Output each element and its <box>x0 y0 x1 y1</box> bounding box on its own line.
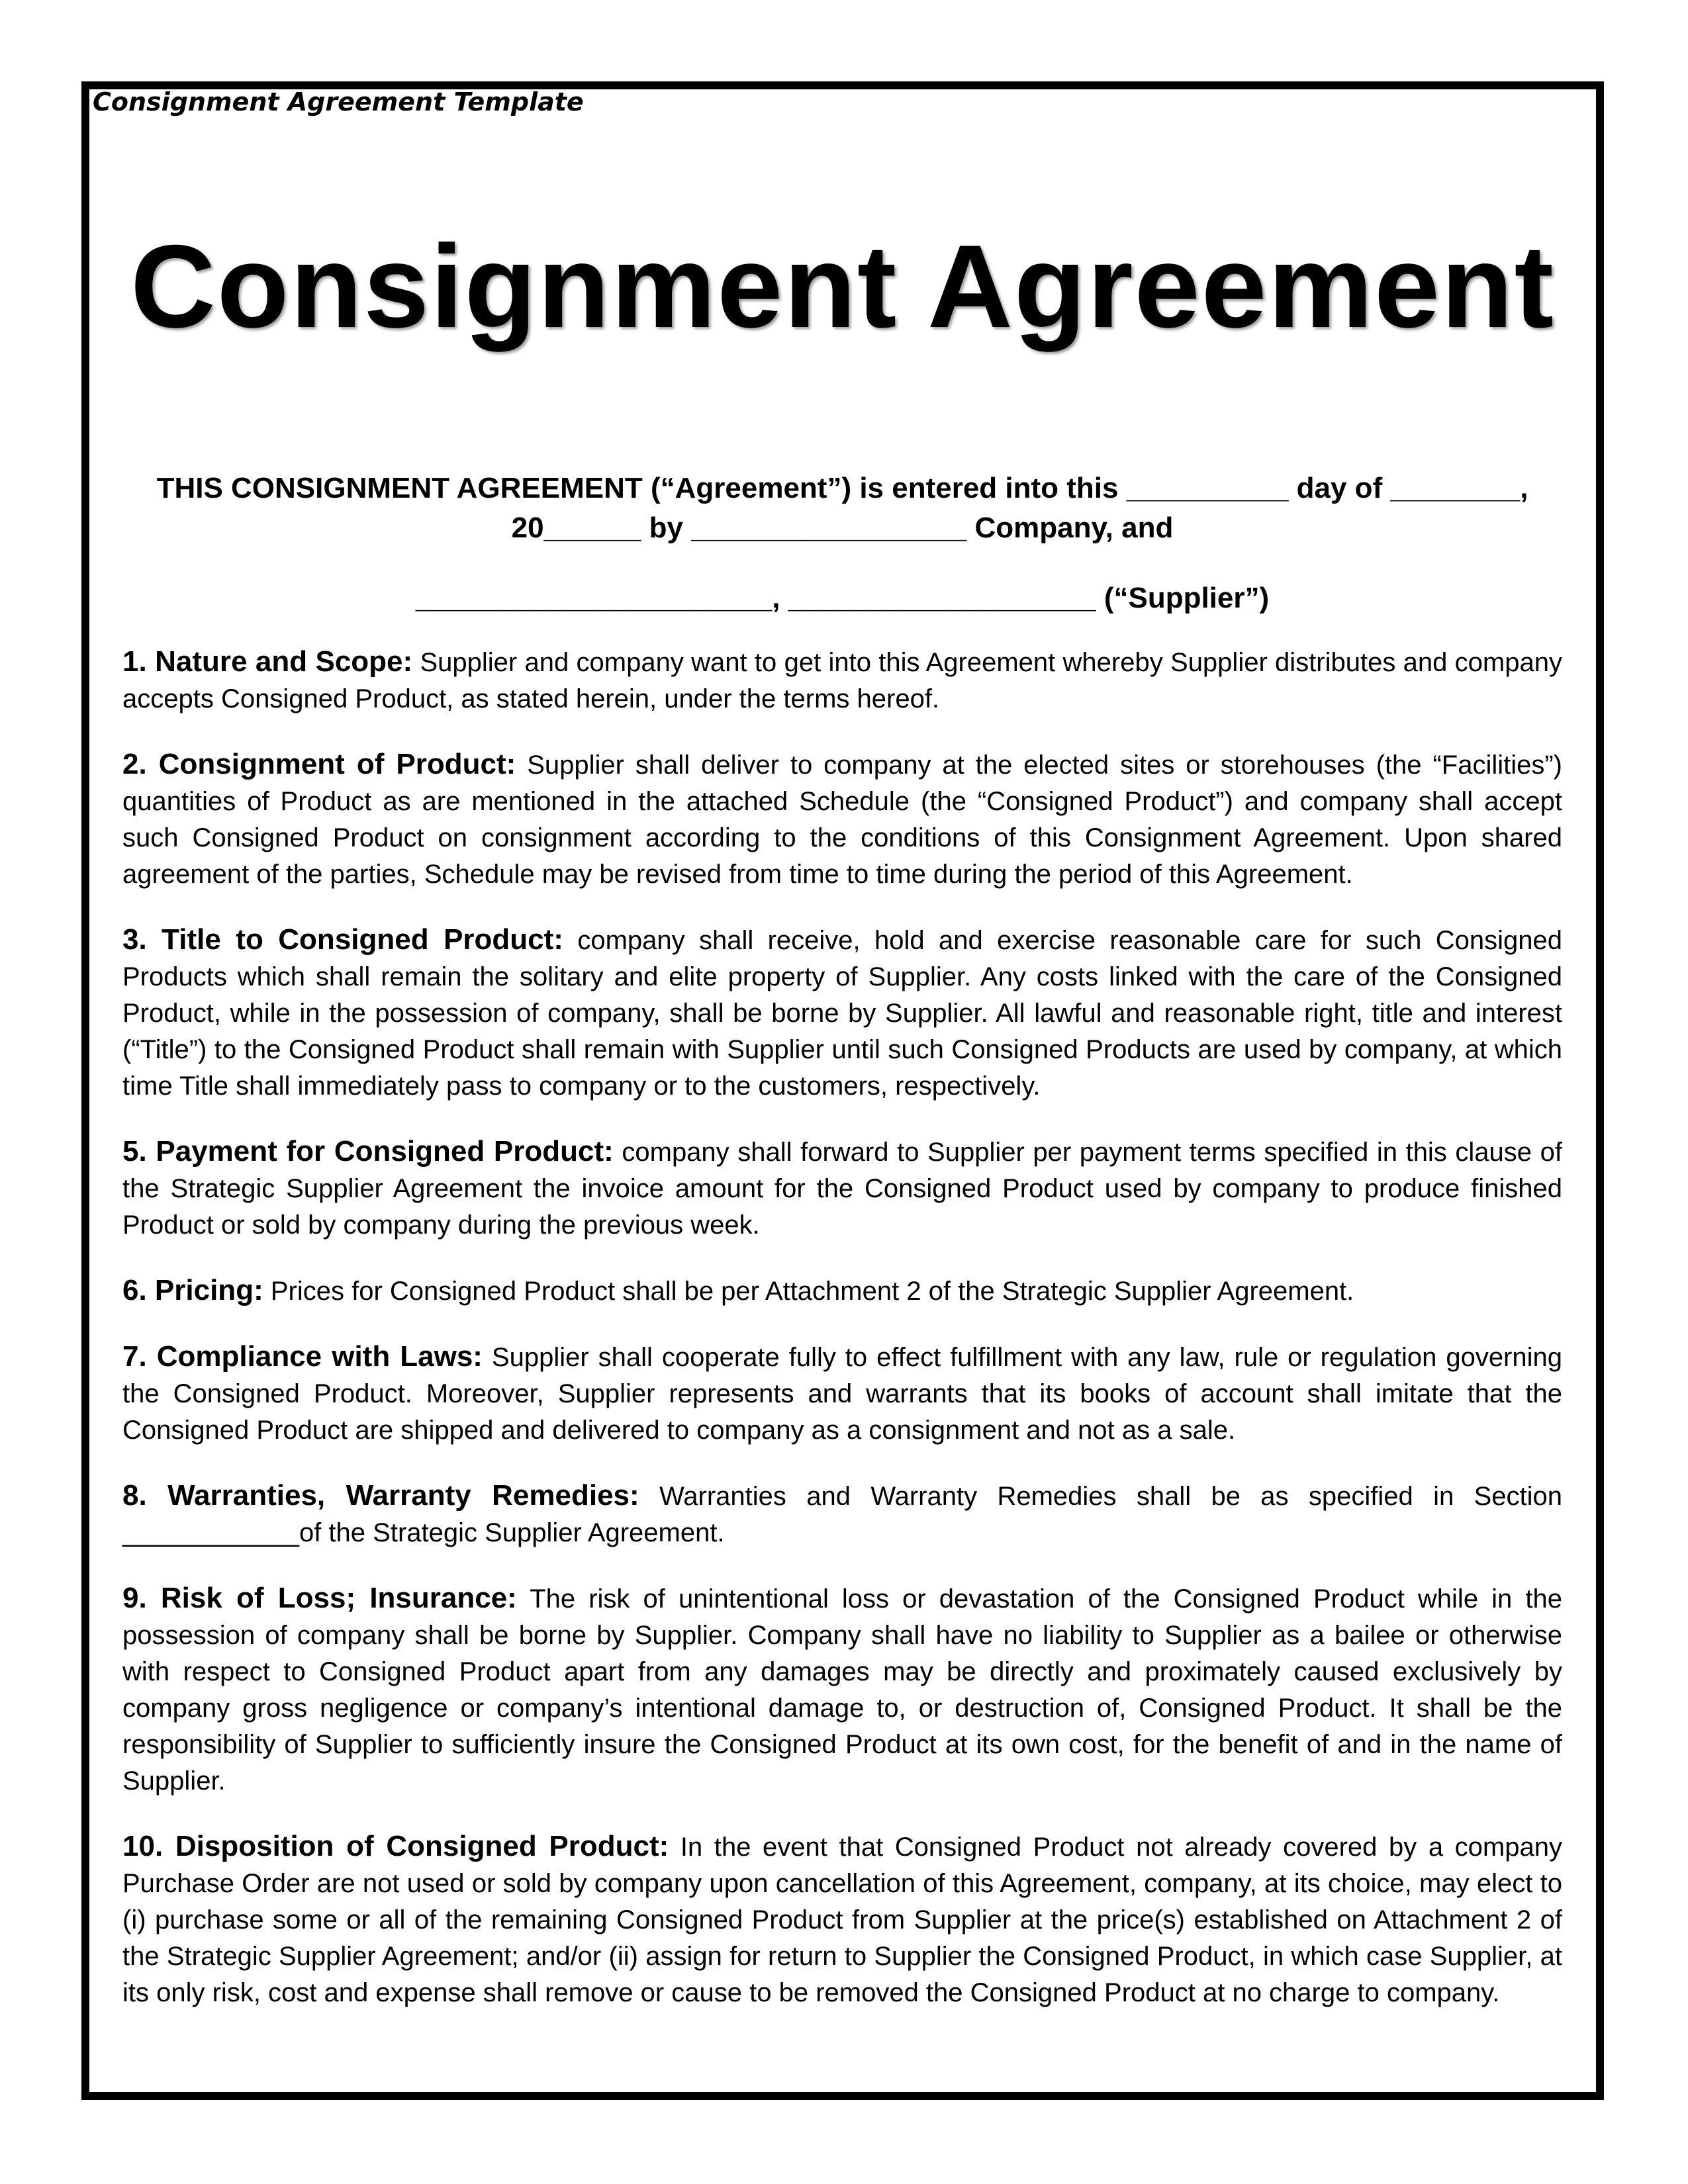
clause-body: company shall forward to Supplier per payment terms specified in this clause of the Strategic Supplier Agreement the invoice amount for the Consigned Product used by company to produce finished Product or sold by company during the previous week. <box>122 1138 1562 1240</box>
clause-body: Supplier and company want to get into this Agreement whereby Supplier distributes and company accepts Consigned Product, as stated herein, under the terms hereof. <box>122 648 1562 713</box>
clause-title-to-consigned-product <box>122 921 1562 1105</box>
clause-heading: 3. Title to Consigned Product: <box>122 923 563 956</box>
template-label: Consignment Agreement Template <box>93 87 584 116</box>
clause-body: The risk of unintentional loss or devastation of the Consigned Product while in the possession of company shall be borne by Supplier. Company shall have no liability to Supplier as a bailee or otherwise with respect to Consigned Product apart from any damages may be directly and proximately caused exclusively by company gross negligence or company’s intentional damage to, or destruction of, Consigned Product. It shall be the responsibility of Supplier to sufficiently insure the Consigned Product at its own cost, for the benefit of and in the name of Supplier. <box>122 1584 1562 1796</box>
clause-warranties <box>122 1477 1562 1551</box>
clause-compliance-with-laws <box>122 1338 1562 1449</box>
clause-consignment-of-product <box>122 746 1562 893</box>
clause-body: Supplier shall cooperate fully to effect fulfillment with any law, rule or regulation governing the Consigned Product. Moreover, Supplier represents and warrants that its books of account shall imitate that the Consigned Product are shipped and delivered to company as a consignment and not as a sale. <box>122 1343 1563 1445</box>
clause-heading: 7. Compliance with Laws: <box>122 1340 483 1373</box>
clauses <box>122 643 1562 2040</box>
clause-risk-of-loss <box>122 1580 1562 1799</box>
clause-heading: 2. Consignment of Product: <box>122 748 516 780</box>
clause-heading: 5. Payment for Consigned Product: <box>122 1135 614 1167</box>
clause-heading: 6. Pricing: <box>122 1274 263 1306</box>
clause-heading: 1. Nature and Scope: <box>122 645 413 678</box>
parties-line: ______________________, ___________________ (“Supplier”) <box>415 582 1270 614</box>
clause-body: Supplier shall deliver to company at the elected sites or storehouses (the “Facilities”) quantities of Product as are mentioned in the attached Schedule (the “Consigned Product”) and company shall accept such Consigned Product on consignment according to the conditions of this Consignment Agreement. Upon shared agreement of the parties, Schedule may be revised from time to time during the period of this Agreement. <box>122 751 1562 889</box>
clause-nature-scope <box>122 643 1562 717</box>
clause-body: company shall receive, hold and exercise reasonable care for such Consigned Products which shall remain the solitary and elite property of Supplier. Any costs linked with the care of the Consigned Product, while in the possession of company, shall be borne by Supplier. All lawful and reasonable right, title and interest (“Title”) to the Consigned Product shall remain with Supplier until such Consigned Products are used by company, at which time Title shall immediately pass to company or to the customers, respectively. <box>122 926 1562 1101</box>
document-title: Consignment Agreement <box>130 220 1555 352</box>
clause-heading: 9. Risk of Loss; Insurance: <box>122 1582 517 1614</box>
clause-heading: 8. Warranties, Warranty Remedies: <box>122 1479 639 1512</box>
clause-pricing <box>122 1272 1562 1310</box>
clause-heading: 10. Disposition of Consigned Product: <box>122 1830 669 1862</box>
clause-body: Warranties and Warranty Remedies shall be as specified in Section ____________of the Strategic Supplier Agreement. <box>122 1482 1563 1547</box>
clause-disposition <box>122 1828 1562 2011</box>
clause-payment <box>122 1133 1562 1244</box>
clause-body: In the event that Consigned Product not already covered by a company Purchase Order are not used or sold by company upon cancellation of this Agreement, company, at its choice, may elect to (i) purchase some or all of the remaining Consigned Product from Supplier at the price(s) established on Attachment 2 of the Strategic Supplier Agreement; and/or (ii) assign for return to Supplier the Consigned Product, in which case Supplier, at its only risk, cost and expense shall remove or cause to be removed the Consigned Product at no charge to company. <box>122 1833 1562 2007</box>
intro-paragraph: THIS CONSIGNMENT AGREEMENT (“Agreement”) is entered into this __________ day of ________, 20______ by _________________ Company, and <box>156 472 1528 544</box>
clause-body: Prices for Consigned Product shall be per Attachment 2 of the Strategic Supplier Agreement. <box>263 1277 1354 1306</box>
